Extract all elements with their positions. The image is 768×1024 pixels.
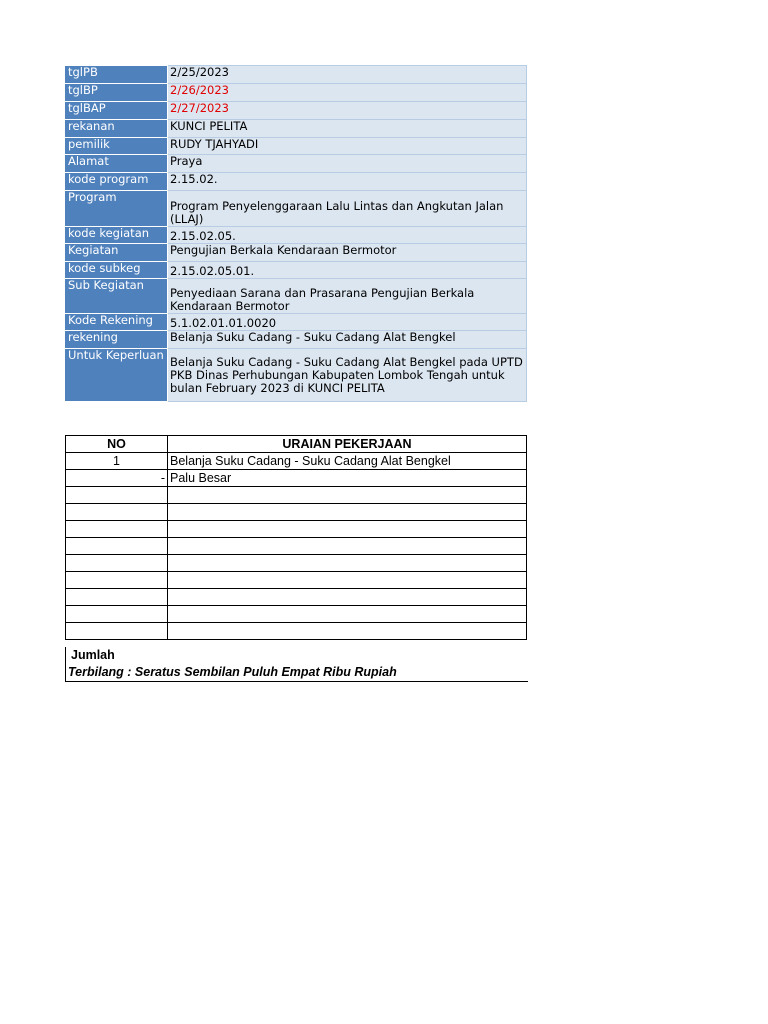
info-row [66, 84, 527, 102]
info-value: Program Penyelenggaraan Lalu Lintas dan Angkutan Jalan (LLAJ) [168, 191, 527, 227]
info-value: Belanja Suku Cadang - Suku Cadang Alat Bengkel pada UPTD PKB Dinas Perhubungan Kabupaten Lombok Tengah untuk bulan February 2023 di KUNCI PELITA [168, 349, 527, 402]
info-row [66, 102, 527, 120]
info-label: tglBP [66, 84, 168, 102]
info-label: tglPB [66, 66, 168, 84]
info-row [66, 138, 527, 155]
info-row [66, 227, 527, 244]
info-table [65, 65, 527, 402]
table-row [66, 504, 527, 521]
table-row [66, 538, 527, 555]
row-no: - [66, 470, 168, 487]
table-row [66, 572, 527, 589]
info-value: Belanja Suku Cadang - Suku Cadang Alat Bengkel [168, 331, 527, 349]
row-no: 1 [66, 453, 168, 470]
row-uraian [168, 504, 527, 521]
info-row [66, 244, 527, 262]
info-row [66, 314, 527, 331]
info-row [66, 173, 527, 191]
info-label: pemilik [66, 138, 168, 155]
info-value: 2/27/2023 [168, 102, 527, 120]
work-header-row [66, 436, 527, 453]
info-row [66, 262, 527, 279]
row-no [66, 623, 168, 640]
row-uraian [168, 538, 527, 555]
info-label: Program [66, 191, 168, 227]
info-value: KUNCI PELITA [168, 120, 527, 138]
info-row [66, 279, 527, 314]
row-uraian [168, 589, 527, 606]
jumlah-label: Jumlah [71, 648, 115, 662]
info-label: Untuk Keperluan [66, 349, 168, 402]
table-row [66, 470, 527, 487]
row-uraian [168, 623, 527, 640]
row-uraian [168, 606, 527, 623]
info-row [66, 120, 527, 138]
table-row [66, 589, 527, 606]
info-value: Pengujian Berkala Kendaraan Bermotor [168, 244, 527, 262]
table-row [66, 606, 527, 623]
summary-footer [65, 647, 528, 682]
info-value: Penyediaan Sarana dan Prasarana Pengujian Berkala Kendaraan Bermotor [168, 279, 527, 314]
row-no [66, 487, 168, 504]
table-row [66, 521, 527, 538]
row-no [66, 538, 168, 555]
row-no [66, 572, 168, 589]
table-row [66, 487, 527, 504]
info-row [66, 66, 527, 84]
info-value: 2.15.02.05.01. [168, 262, 527, 279]
info-label: kode subkeg [66, 262, 168, 279]
row-uraian [168, 521, 527, 538]
row-uraian: Belanja Suku Cadang - Suku Cadang Alat Bengkel [168, 453, 527, 470]
header-no: NO [66, 436, 168, 453]
info-label: tglBAP [66, 102, 168, 120]
row-no [66, 606, 168, 623]
info-label: Alamat [66, 155, 168, 173]
table-row [66, 453, 527, 470]
row-uraian [168, 555, 527, 572]
info-label: Kode Rekening [66, 314, 168, 331]
info-label: rekening [66, 331, 168, 349]
info-label: rekanan [66, 120, 168, 138]
info-label: Kegiatan [66, 244, 168, 262]
info-row [66, 331, 527, 349]
work-table [65, 435, 527, 640]
info-value: 2/26/2023 [168, 84, 527, 102]
row-uraian [168, 572, 527, 589]
info-label: kode kegiatan [66, 227, 168, 244]
info-row [66, 191, 527, 227]
table-row [66, 555, 527, 572]
terbilang-text: Terbilang : Seratus Sembilan Puluh Empat Ribu Rupiah [68, 665, 397, 679]
row-no [66, 555, 168, 572]
info-label: kode program [66, 173, 168, 191]
info-label: Sub Kegiatan [66, 279, 168, 314]
info-value: 5.1.02.01.01.0020 [168, 314, 527, 331]
info-value: 2.15.02.05. [168, 227, 527, 244]
row-uraian [168, 487, 527, 504]
row-uraian: Palu Besar [168, 470, 527, 487]
info-value: 2.15.02. [168, 173, 527, 191]
row-no [66, 504, 168, 521]
info-row [66, 349, 527, 402]
info-value: Praya [168, 155, 527, 173]
row-no [66, 521, 168, 538]
info-value: RUDY TJAHYADI [168, 138, 527, 155]
header-uraian: URAIAN PEKERJAAN [168, 436, 527, 453]
row-no [66, 589, 168, 606]
info-row [66, 155, 527, 173]
info-value: 2/25/2023 [168, 66, 527, 84]
table-row [66, 623, 527, 640]
